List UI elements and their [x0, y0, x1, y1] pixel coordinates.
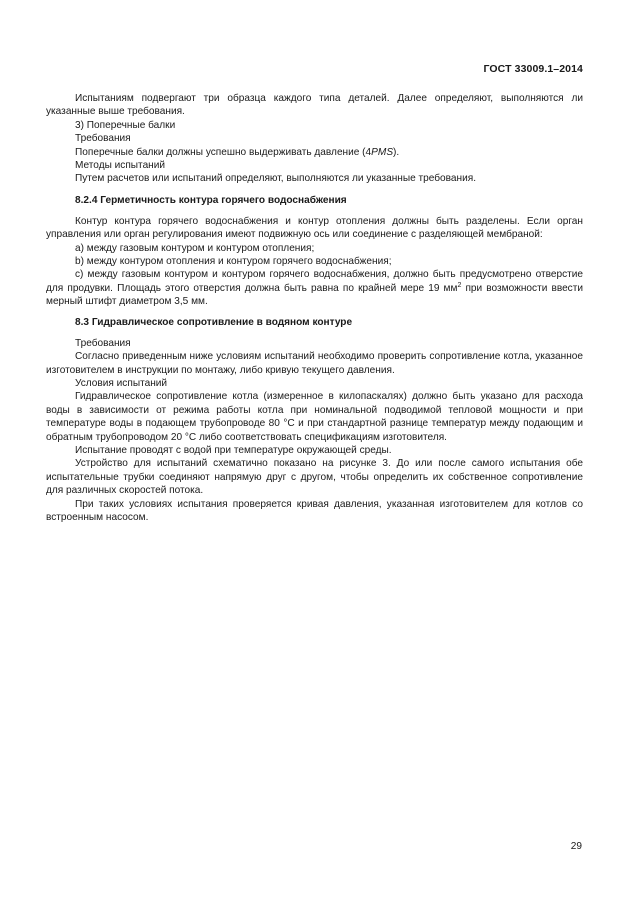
requirement-text-end: ). [393, 146, 400, 158]
requirement-text: Поперечные балки должны успешно выдерживать давление (4 [75, 146, 372, 158]
test-methods-text: Путем расчетов или испытаний определяют, выполняются ли указанные требования. [75, 173, 477, 185]
section-8-3-paragraph-4: Устройство для испытаний схематично показано на рисунке 3. До или после самого испытания обе испытательные трубки соединяют напрямую друг с другом, чтобы определить их собственное сопротивление для различных скоростей потока. [46, 458, 583, 497]
section-heading-8-2-4: 8.2.4 Герметичность контура горячего водоснабжения [75, 194, 347, 206]
list-item-c-text: c) между газовым контуром и контуром горячего водоснабжения, должно быть предусмотрено отверстие для продувки. Площадь этого отверстия должна быть равна по крайней мере 19 мм [46, 269, 583, 294]
list-item-a: a) между газовым контуром и контуром отопления; [75, 242, 315, 254]
test-conditions-label: Условия испытаний [75, 377, 168, 389]
section-8-3-paragraph-3: Испытание проводят с водой при температуре окружающей среды. [75, 444, 392, 456]
list-item-c-text-end: при возможности ввести мерный штифт диаметром 3,5 мм. [46, 282, 583, 308]
document-code-header: ГОСТ 33009.1–2014 [483, 63, 583, 75]
pms-symbol: PMS [371, 146, 394, 158]
page-number: 29 [570, 841, 582, 852]
intro-paragraph: Испытаниям подвергают три образца каждого типа деталей. Далее определяют, выполняются ли указанные выше требования. [46, 93, 583, 118]
test-methods-label: Методы испытаний [75, 160, 166, 172]
item-cross-beams [46, 119, 583, 132]
page-content [46, 92, 583, 524]
section-8-3-paragraph-1: Согласно приведенным ниже условиям испытаний необходимо проверить сопротивление котла, указанное изготовителем в инструкции по монтажу, либо кривую текущего давления. [46, 351, 583, 376]
list-item-c [46, 268, 583, 308]
requirements-label: Требования [75, 133, 131, 145]
section-8-3-paragraph-2: Гидравлическое сопротивление котла (измеренное в килопаскалях) должно быть указано для расхода воды в зависимости от режима работы котла при номинальной подводимой тепловой мощности и при температуре воды в подающем трубопроводе 80 °С и при стандартной разнице температур между подающим и обратным трубопроводом 20 °С либо соответствовать спецификациям изготовителя. [46, 391, 583, 443]
section-heading-8-3: 8.3 Гидравлическое сопротивление в водяном контуре [75, 316, 353, 328]
superscript: 2 [457, 281, 462, 289]
list-item-b: b) между контуром отопления и контуром горячего водоснабжения; [75, 256, 392, 268]
item-number: 3) [75, 119, 87, 131]
item-title: Поперечные балки [86, 119, 176, 131]
section-8-3-paragraph-5: При таких условиях испытания проверяется кривая давления, указанная изготовителем для котлов со встроенным насосом. [46, 498, 583, 523]
section-8-2-4-paragraph: Контур контура горячего водоснабжения и контур отопления должны быть разделены. Если орган управления или орган регулирования имеют подвижную ось или соединение с разделяющей мембраной: [46, 215, 583, 241]
requirements-label-8-3: Требования [75, 337, 131, 349]
cross-beams-requirement [46, 146, 583, 159]
